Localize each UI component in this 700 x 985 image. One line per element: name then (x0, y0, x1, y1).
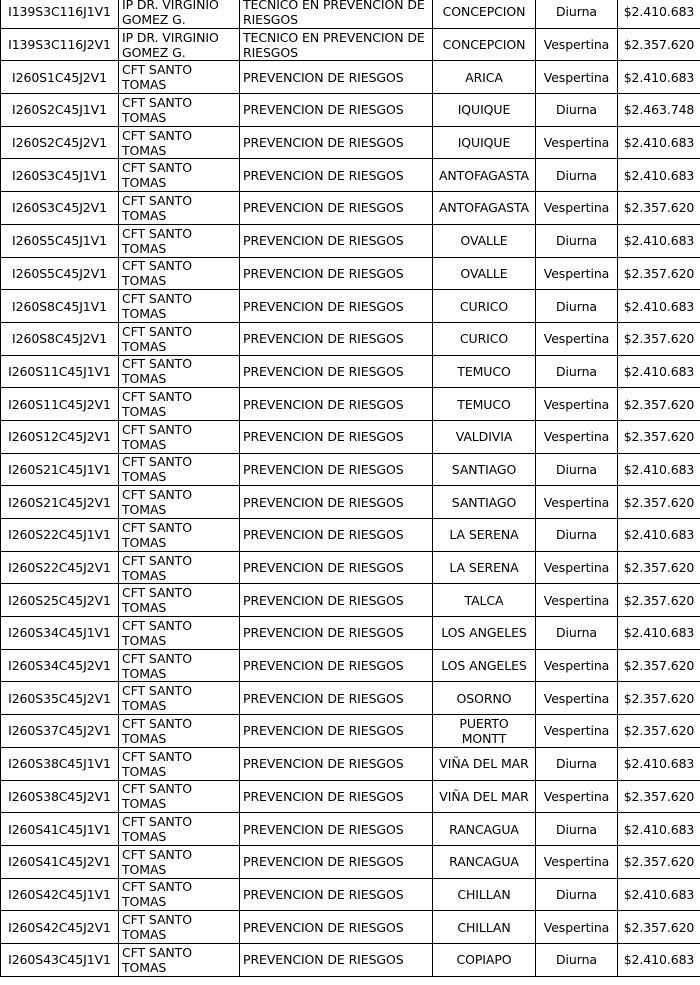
program-code-cell: I260S8C45J2V1 (1, 322, 119, 355)
career-cell: PREVENCION DE RIESGOS (240, 126, 433, 159)
institution-cell: CFT SANTO TOMAS (119, 257, 240, 290)
table-row (1, 943, 700, 976)
city-cell: ARICA (433, 61, 536, 94)
shift-cell: Vespertina (536, 322, 618, 355)
institution-cell: CFT SANTO TOMAS (119, 584, 240, 617)
career-cell: PREVENCION DE RIESGOS (240, 780, 433, 813)
tuition-cell: $2.357.620 (618, 388, 700, 421)
city-cell: IQUIQUE (433, 126, 536, 159)
shift-cell: Vespertina (536, 486, 618, 519)
institution-cell: CFT SANTO TOMAS (119, 551, 240, 584)
shift-cell: Diurna (536, 617, 618, 650)
career-cell: PREVENCION DE RIESGOS (240, 192, 433, 225)
table-row (1, 878, 700, 911)
table-row (1, 617, 700, 650)
program-code-cell: I260S8C45J1V1 (1, 290, 119, 323)
shift-cell: Vespertina (536, 551, 618, 584)
table-row (1, 94, 700, 127)
career-cell: PREVENCION DE RIESGOS (240, 486, 433, 519)
institution-cell: CFT SANTO TOMAS (119, 747, 240, 780)
city-cell: ANTOFAGASTA (433, 192, 536, 225)
career-cell: PREVENCION DE RIESGOS (240, 943, 433, 976)
program-code-cell: I260S2C45J1V1 (1, 94, 119, 127)
career-cell: PREVENCION DE RIESGOS (240, 290, 433, 323)
table-row (1, 257, 700, 290)
career-cell: PREVENCION DE RIESGOS (240, 388, 433, 421)
shift-cell: Diurna (536, 0, 618, 28)
institution-cell: CFT SANTO TOMAS (119, 94, 240, 127)
city-cell: VIÑA DEL MAR (433, 747, 536, 780)
city-cell: VIÑA DEL MAR (433, 780, 536, 813)
career-cell: TECNICO EN PREVENCION DE RIESGOS (240, 0, 433, 28)
shift-cell: Vespertina (536, 780, 618, 813)
tuition-cell: $2.410.683 (618, 0, 700, 28)
city-cell: SANTIAGO (433, 486, 536, 519)
table-row (1, 290, 700, 323)
table-row (1, 192, 700, 225)
shift-cell: Diurna (536, 290, 618, 323)
shift-cell: Vespertina (536, 257, 618, 290)
tuition-cell: $2.357.620 (618, 845, 700, 878)
table-row (1, 159, 700, 192)
tuition-cell: $2.410.683 (618, 519, 700, 552)
table-row (1, 486, 700, 519)
table-row (1, 61, 700, 94)
tuition-cell: $2.410.683 (618, 453, 700, 486)
tuition-cell: $2.357.620 (618, 28, 700, 61)
city-cell: LA SERENA (433, 519, 536, 552)
program-code-cell: I260S25C45J2V1 (1, 584, 119, 617)
shift-cell: Diurna (536, 878, 618, 911)
shift-cell: Diurna (536, 94, 618, 127)
table-row (1, 126, 700, 159)
program-code-cell: I260S11C45J1V1 (1, 355, 119, 388)
city-cell: RANCAGUA (433, 813, 536, 846)
shift-cell: Vespertina (536, 682, 618, 715)
city-cell: OVALLE (433, 257, 536, 290)
program-code-cell: I260S3C45J1V1 (1, 159, 119, 192)
career-cell: PREVENCION DE RIESGOS (240, 159, 433, 192)
table-row (1, 28, 700, 61)
table-row (1, 224, 700, 257)
city-cell: CHILLAN (433, 911, 536, 944)
tuition-cell: $2.357.620 (618, 584, 700, 617)
institution-cell: CFT SANTO TOMAS (119, 290, 240, 323)
tuition-cell: $2.410.683 (618, 617, 700, 650)
institution-cell: CFT SANTO TOMAS (119, 126, 240, 159)
career-cell: PREVENCION DE RIESGOS (240, 813, 433, 846)
institution-cell: CFT SANTO TOMAS (119, 617, 240, 650)
table-row (1, 845, 700, 878)
shift-cell: Diurna (536, 453, 618, 486)
city-cell: SANTIAGO (433, 453, 536, 486)
tuition-cell: $2.463.748 (618, 94, 700, 127)
city-cell: TEMUCO (433, 388, 536, 421)
shift-cell: Vespertina (536, 649, 618, 682)
table-body (1, 0, 700, 976)
career-cell: PREVENCION DE RIESGOS (240, 519, 433, 552)
institution-cell: CFT SANTO TOMAS (119, 486, 240, 519)
shift-cell: Vespertina (536, 845, 618, 878)
shift-cell: Vespertina (536, 715, 618, 748)
tuition-cell: $2.357.620 (618, 192, 700, 225)
shift-cell: Vespertina (536, 584, 618, 617)
program-code-cell: I260S38C45J1V1 (1, 747, 119, 780)
career-cell: PREVENCION DE RIESGOS (240, 94, 433, 127)
institution-cell: CFT SANTO TOMAS (119, 192, 240, 225)
program-code-cell: I139S3C116J1V1 (1, 0, 119, 28)
career-cell: PREVENCION DE RIESGOS (240, 682, 433, 715)
shift-cell: Vespertina (536, 911, 618, 944)
shift-cell: Vespertina (536, 61, 618, 94)
tuition-cell: $2.410.683 (618, 878, 700, 911)
program-code-cell: I260S1C45J2V1 (1, 61, 119, 94)
shift-cell: Vespertina (536, 28, 618, 61)
city-cell: TALCA (433, 584, 536, 617)
program-code-cell: I260S3C45J2V1 (1, 192, 119, 225)
program-code-cell: I260S21C45J1V1 (1, 453, 119, 486)
program-code-cell: I260S37C45J2V1 (1, 715, 119, 748)
table-row (1, 682, 700, 715)
institution-cell: IP DR. VIRGINIO GOMEZ G. (119, 0, 240, 28)
institution-cell: CFT SANTO TOMAS (119, 322, 240, 355)
table-row (1, 780, 700, 813)
city-cell: CONCEPCION (433, 28, 536, 61)
institution-cell: CFT SANTO TOMAS (119, 388, 240, 421)
shift-cell: Diurna (536, 519, 618, 552)
program-code-cell: I260S35C45J2V1 (1, 682, 119, 715)
shift-cell: Diurna (536, 747, 618, 780)
table-row (1, 813, 700, 846)
program-code-cell: I260S5C45J2V1 (1, 257, 119, 290)
tuition-cell: $2.357.620 (618, 257, 700, 290)
tuition-cell: $2.410.683 (618, 943, 700, 976)
tuition-cell: $2.357.620 (618, 715, 700, 748)
city-cell: ANTOFAGASTA (433, 159, 536, 192)
career-cell: PREVENCION DE RIESGOS (240, 747, 433, 780)
city-cell: VALDIVIA (433, 420, 536, 453)
city-cell: OSORNO (433, 682, 536, 715)
city-cell: LOS ANGELES (433, 649, 536, 682)
career-cell: TECNICO EN PREVENCION DE RIESGOS (240, 28, 433, 61)
city-cell: CHILLAN (433, 878, 536, 911)
institution-cell: CFT SANTO TOMAS (119, 519, 240, 552)
tuition-cell: $2.410.683 (618, 290, 700, 323)
institution-cell: CFT SANTO TOMAS (119, 420, 240, 453)
city-cell: RANCAGUA (433, 845, 536, 878)
institution-cell: IP DR. VIRGINIO GOMEZ G. (119, 28, 240, 61)
shift-cell: Vespertina (536, 192, 618, 225)
program-code-cell: I260S42C45J2V1 (1, 911, 119, 944)
career-cell: PREVENCION DE RIESGOS (240, 911, 433, 944)
institution-cell: CFT SANTO TOMAS (119, 780, 240, 813)
city-cell: COPIAPO (433, 943, 536, 976)
table-row (1, 322, 700, 355)
city-cell: CURICO (433, 290, 536, 323)
tuition-cell: $2.410.683 (618, 126, 700, 159)
table-row (1, 584, 700, 617)
city-cell: CURICO (433, 322, 536, 355)
tuition-cell: $2.357.620 (618, 780, 700, 813)
institution-cell: CFT SANTO TOMAS (119, 911, 240, 944)
program-code-cell: I260S42C45J1V1 (1, 878, 119, 911)
tuition-cell: $2.357.620 (618, 420, 700, 453)
program-code-cell: I260S22C45J1V1 (1, 519, 119, 552)
career-cell: PREVENCION DE RIESGOS (240, 584, 433, 617)
career-cell: PREVENCION DE RIESGOS (240, 61, 433, 94)
tuition-cell: $2.410.683 (618, 224, 700, 257)
institution-cell: CFT SANTO TOMAS (119, 878, 240, 911)
city-cell: TEMUCO (433, 355, 536, 388)
career-cell: PREVENCION DE RIESGOS (240, 257, 433, 290)
institution-cell: CFT SANTO TOMAS (119, 682, 240, 715)
program-code-cell: I260S21C45J2V1 (1, 486, 119, 519)
institution-cell: CFT SANTO TOMAS (119, 943, 240, 976)
table-row (1, 355, 700, 388)
career-cell: PREVENCION DE RIESGOS (240, 617, 433, 650)
table-row (1, 0, 700, 28)
career-cell: PREVENCION DE RIESGOS (240, 551, 433, 584)
shift-cell: Diurna (536, 355, 618, 388)
program-code-cell: I260S38C45J2V1 (1, 780, 119, 813)
program-code-cell: I260S41C45J1V1 (1, 813, 119, 846)
tuition-cell: $2.357.620 (618, 911, 700, 944)
shift-cell: Vespertina (536, 126, 618, 159)
table-row (1, 911, 700, 944)
institution-cell: CFT SANTO TOMAS (119, 355, 240, 388)
program-code-cell: I260S11C45J2V1 (1, 388, 119, 421)
career-cell: PREVENCION DE RIESGOS (240, 453, 433, 486)
institution-cell: CFT SANTO TOMAS (119, 845, 240, 878)
shift-cell: Diurna (536, 159, 618, 192)
city-cell: LOS ANGELES (433, 617, 536, 650)
tuition-cell: $2.357.620 (618, 322, 700, 355)
shift-cell: Diurna (536, 224, 618, 257)
program-code-cell: I260S34C45J1V1 (1, 617, 119, 650)
tuition-cell: $2.357.620 (618, 649, 700, 682)
career-cell: PREVENCION DE RIESGOS (240, 224, 433, 257)
career-cell: PREVENCION DE RIESGOS (240, 322, 433, 355)
city-cell: CONCEPCION (433, 0, 536, 28)
career-cell: PREVENCION DE RIESGOS (240, 715, 433, 748)
table-row (1, 453, 700, 486)
city-cell: LA SERENA (433, 551, 536, 584)
tuition-cell: $2.410.683 (618, 61, 700, 94)
institution-cell: CFT SANTO TOMAS (119, 453, 240, 486)
program-code-cell: I260S41C45J2V1 (1, 845, 119, 878)
institution-cell: CFT SANTO TOMAS (119, 61, 240, 94)
tuition-cell: $2.357.620 (618, 682, 700, 715)
career-cell: PREVENCION DE RIESGOS (240, 878, 433, 911)
career-cell: PREVENCION DE RIESGOS (240, 420, 433, 453)
table-row (1, 551, 700, 584)
program-code-cell: I260S12C45J2V1 (1, 420, 119, 453)
tuition-cell: $2.410.683 (618, 813, 700, 846)
table-row (1, 388, 700, 421)
shift-cell: Diurna (536, 943, 618, 976)
table-row (1, 715, 700, 748)
program-code-cell: I260S43C45J1V1 (1, 943, 119, 976)
city-cell: PUERTO MONTT (433, 715, 536, 748)
shift-cell: Vespertina (536, 420, 618, 453)
program-code-cell: I260S2C45J2V1 (1, 126, 119, 159)
career-cell: PREVENCION DE RIESGOS (240, 355, 433, 388)
table-row (1, 519, 700, 552)
institution-cell: CFT SANTO TOMAS (119, 649, 240, 682)
city-cell: IQUIQUE (433, 94, 536, 127)
institution-cell: CFT SANTO TOMAS (119, 159, 240, 192)
table-row (1, 420, 700, 453)
career-cell: PREVENCION DE RIESGOS (240, 649, 433, 682)
program-code-cell: I139S3C116J2V1 (1, 28, 119, 61)
city-cell: OVALLE (433, 224, 536, 257)
institution-cell: CFT SANTO TOMAS (119, 813, 240, 846)
table-row (1, 747, 700, 780)
tuition-cell: $2.357.620 (618, 551, 700, 584)
tuition-cell: $2.410.683 (618, 747, 700, 780)
program-code-cell: I260S5C45J1V1 (1, 224, 119, 257)
institution-cell: CFT SANTO TOMAS (119, 224, 240, 257)
table-row (1, 649, 700, 682)
tuition-cell: $2.410.683 (618, 355, 700, 388)
shift-cell: Vespertina (536, 388, 618, 421)
institution-cell: CFT SANTO TOMAS (119, 715, 240, 748)
tuition-cell: $2.410.683 (618, 159, 700, 192)
shift-cell: Diurna (536, 813, 618, 846)
program-code-cell: I260S22C45J2V1 (1, 551, 119, 584)
program-code-cell: I260S34C45J2V1 (1, 649, 119, 682)
career-cell: PREVENCION DE RIESGOS (240, 845, 433, 878)
tuition-cell: $2.357.620 (618, 486, 700, 519)
